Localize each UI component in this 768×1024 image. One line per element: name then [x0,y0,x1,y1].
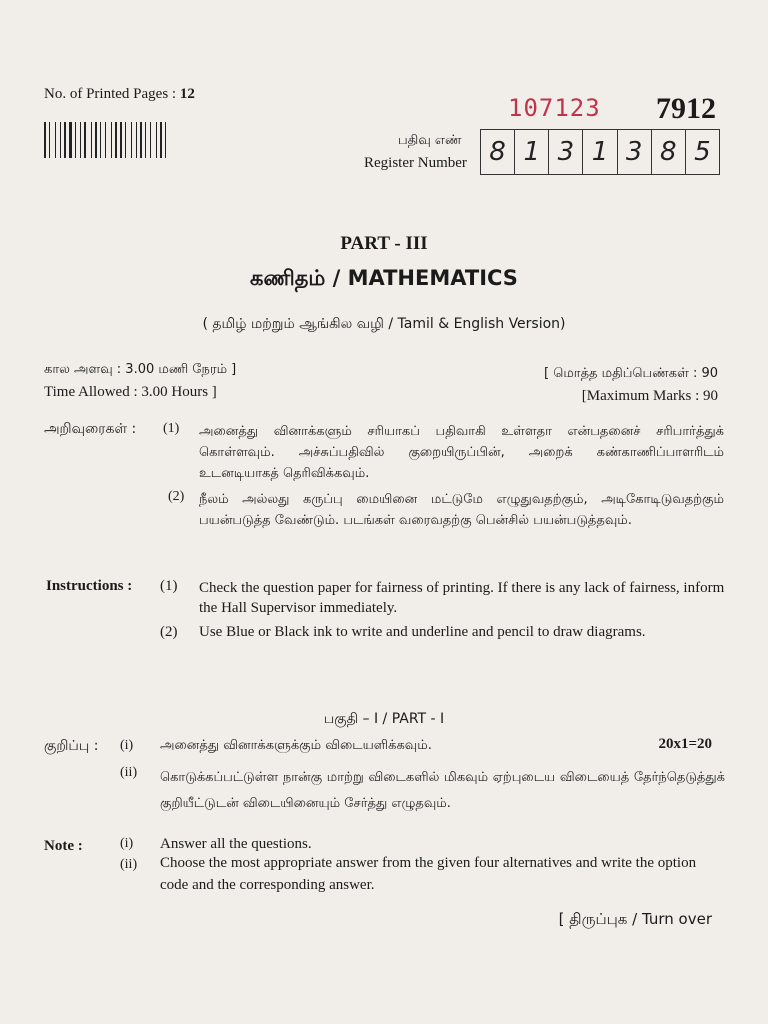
barcode-bar [111,122,112,158]
barcode-bar [69,122,72,158]
printed-pages-label: No. of Printed Pages : [44,86,177,102]
barcode-bar [57,122,59,158]
barcode-bar [102,122,104,158]
time-allowed-english: Time Allowed : 3.00 Hours ] [44,384,217,400]
note-label: Note : [44,838,83,854]
max-marks-tamil: [ மொத்த மதிப்பெண்கள் : 90 [544,366,718,381]
section-title: பகுதி – I / PART - I [323,711,445,727]
barcode-bar [80,122,81,158]
barcode-bar [120,122,122,158]
instructions-english-label: Instructions : [46,578,133,594]
barcode-bar [140,122,142,158]
barcode-bar [147,122,149,158]
register-label-english: Register Number [364,155,467,171]
barcode-bar [55,122,56,158]
barcode-bar [64,122,66,158]
barcode-bar [60,122,61,158]
barcode-bar [152,122,155,158]
note-text: Answer all the questions. [160,836,312,852]
barcode-image [44,122,214,158]
register-label-tamil: பதிவு எண் [398,133,462,148]
barcode-bar [82,122,83,158]
serial-number: 107123 [508,94,601,122]
barcode-bar [136,122,137,158]
barcode-bar [98,122,99,158]
instructions-tamil-label: அறிவுரைகள் : [44,421,137,437]
barcode-bar [156,122,157,158]
barcode-bar [113,122,114,158]
barcode-bar [51,122,54,158]
version-line: ( தமிழ் மற்றும் ஆங்கில வழி / Tamil & English Version) [202,316,566,332]
instruction-tamil-text: அனைத்து வினாக்களும் சரியாகப் பதிவாகி உள்ளதா என்பதனைச் சரிபார்த்துக் கொள்ளவும். அச்சுப்பதிவில் குறையிருப்பின், அறைக் கண்காணிப்பாளரிடம் உடனடியாகத் தெரிவிக்கவும். [199,424,724,481]
barcode-bar [67,122,68,158]
turn-over: [ திருப்புக / Turn over [558,910,712,928]
barcode-bar [84,122,86,158]
barcode-bar [100,122,101,158]
barcode-bar [49,122,50,158]
barcode-bar [91,122,92,158]
register-digit: 3 [618,130,652,174]
part-title: PART - III [340,233,428,254]
instruction-english-number: (1) [160,578,178,594]
barcode-bar [163,122,164,158]
barcode-bar [107,122,110,158]
barcode-bar [138,122,139,158]
kurippu-label: குறிப்பு : [44,738,99,754]
instruction-tamil-text: நீலம் அல்லது கருப்பு மையினை மட்டுமே எழுதுவதற்கும், அடிகோடிடுவதற்கும் பயன்படுத்த வேண்டும். படங்கள் வரைவதற்கு பென்சில் பயன்படுத்தவும். [199,492,724,528]
note-text: Choose the most appropriate answer from the given four alternatives and write the option code and the corresponding answer. [160,855,697,893]
paper-code: 7912 [656,92,716,125]
barcode-bar [44,122,46,158]
instruction-english-text: Use Blue or Black ink to write and underline and pencil to draw diagrams. [199,624,646,640]
printed-pages [44,86,195,103]
register-number-box [480,129,720,175]
barcode-bar [73,122,74,158]
register-digit: 8 [652,130,686,174]
kurippu-text: கொடுக்கப்பட்டுள்ள நான்கு மாற்று விடைகளில் மிகவும் ஏற்புடைய விடையைத் தேர்ந்தெடுத்துக் குறியீட்டுடன் விடையினையும் சேர்த்து எழுதவும். [160,770,725,811]
barcode-bar [150,122,151,158]
barcode-bar [77,122,79,158]
barcode-bar [118,122,119,158]
time-allowed-tamil: கால அளவு : 3.00 மணி நேரம் ] [44,362,237,377]
barcode-bar [125,122,126,158]
barcode-bar [160,122,162,158]
note-number: (i) [120,836,134,851]
barcode-bar [158,122,159,158]
register-digit: 1 [515,130,549,174]
barcode-bar [115,122,117,158]
barcode-bar [62,122,63,158]
barcode-bar [123,122,124,158]
kurippu-number: (i) [120,738,134,753]
instruction-english-text: Check the question paper for fairness of printing. If there is any lack of fairness, inform the Hall Supervisor immediately. [199,580,725,616]
instruction-english-number: (2) [160,624,178,640]
instruction-tamil-number: (2) [168,489,185,504]
barcode-bar [131,122,132,158]
kurippu-number: (ii) [120,765,138,780]
max-marks-english: [Maximum Marks : 90 [581,388,718,404]
barcode-bar [93,122,94,158]
barcode-bar [87,122,90,158]
barcode-bar [95,122,97,158]
printed-pages-value: 12 [179,86,195,102]
barcode-bar [143,122,144,158]
barcode-bar [47,122,48,158]
subject-title: கணிதம் / MATHEMATICS [250,266,518,290]
barcode-bar [133,122,135,158]
section-marks: 20x1=20 [658,736,712,752]
barcode-bar [165,122,166,158]
register-digit: 5 [694,137,711,167]
barcode-bar [127,122,130,158]
barcode-bar [105,122,106,158]
barcode-bar [145,122,146,158]
register-digit: 1 [583,130,617,174]
kurippu-text: அனைத்து வினாக்களுக்கும் விடையளிக்கவும். [160,738,432,753]
barcode-bar [75,122,76,158]
instruction-tamil-number: (1) [163,421,180,436]
register-digit: 3 [549,130,583,174]
note-number: (ii) [120,857,138,872]
register-digit: 8 [481,130,515,174]
